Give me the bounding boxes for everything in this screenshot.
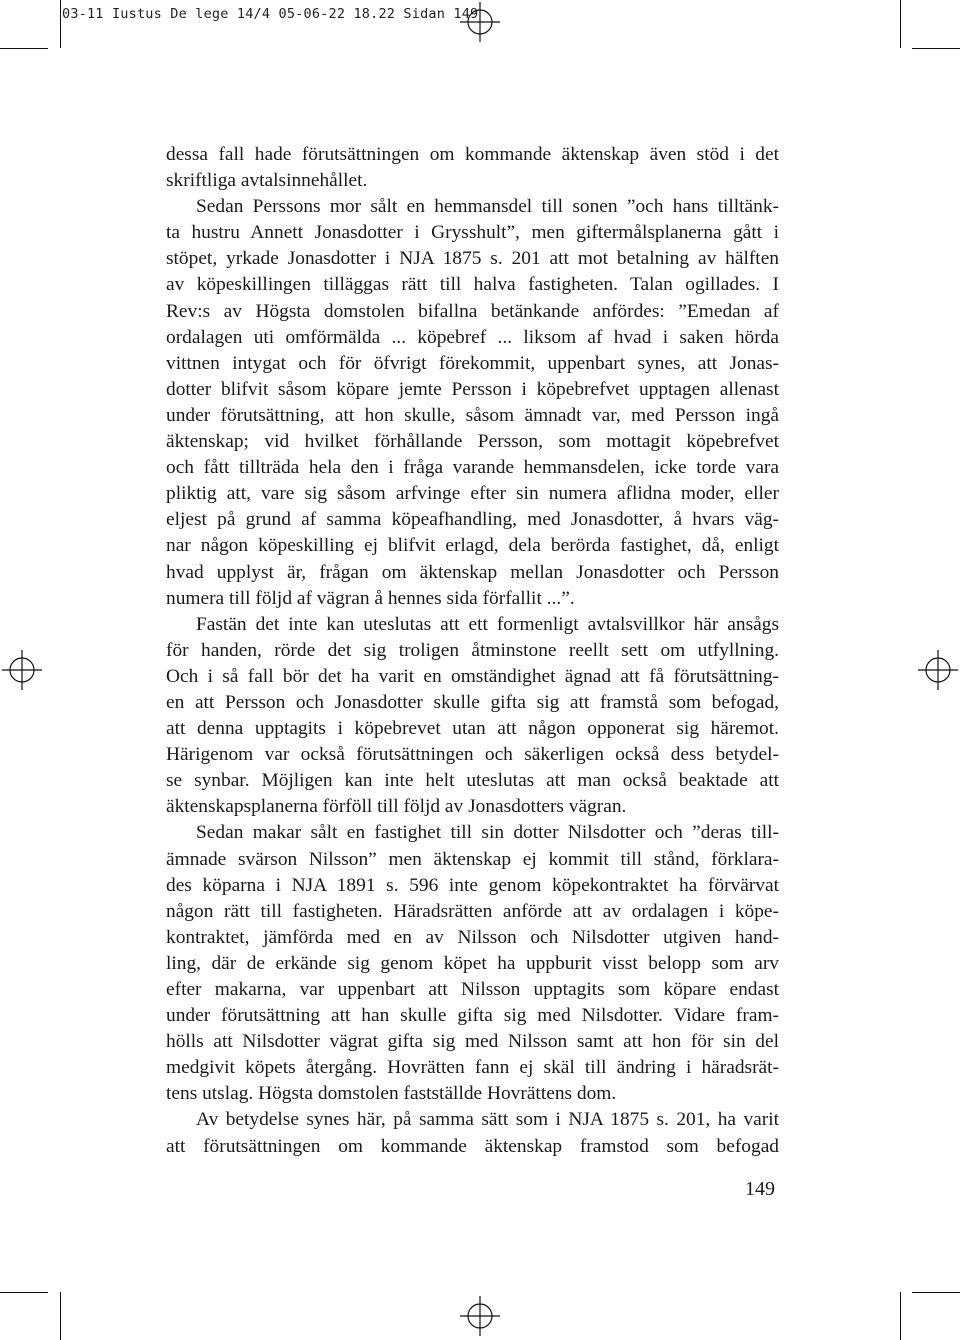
text-line: Rev:s av Högsta domstolen bifallna betänkande anfördes: ”Emedan af bbox=[166, 300, 779, 322]
text-line: Av betydelse synes här, på samma sätt som i NJA 1875 s. 201, ha varit bbox=[196, 1109, 779, 1131]
text-line: dotter blifvit såsom köpare jemte Persson i köpebrefvet upptagen allenast bbox=[166, 378, 779, 400]
registration-mark-left bbox=[2, 650, 42, 690]
paragraph bbox=[166, 612, 779, 821]
text-line: nar någon köpeskilling ej blifvit erlagd, dela berörda fastighet, då, enligt bbox=[166, 535, 779, 557]
text-line: under förutsättning, att hon skulle, såsom ämnadt var, med Persson ingå bbox=[166, 404, 779, 426]
print-slug: 03-11 Iustus De lege 14/4 05-06-22 18.22 Sidan 149 bbox=[62, 6, 479, 22]
text-line: hölls att Nilsdotter vägrat gifta sig med Nilsson samt att hon för sin del bbox=[166, 1031, 779, 1053]
registration-mark-bottom bbox=[460, 1296, 500, 1336]
text-line: Sedan makar sålt en fastighet till sin dotter Nilsdotter och ”deras till- bbox=[196, 822, 779, 844]
text-line: tens utslag. Högsta domstolen fastställde Hovrättens dom. bbox=[166, 1083, 617, 1105]
text-line: och fått tillträda hela den i fråga varande hemmansdelen, icke torde vara bbox=[166, 457, 779, 479]
text-line: efter makarna, var uppenbart att Nilsson upptagits som köpare endast bbox=[166, 979, 779, 1000]
paragraph bbox=[166, 820, 779, 1107]
text-line: äktenskapsplanerna förföll till följd av Jonasdotters vägran. bbox=[166, 796, 627, 818]
text-line: av köpeskillingen tilläggas rätt till halva fastigheten. Talan ogillades. I bbox=[166, 274, 779, 296]
paragraph bbox=[166, 1107, 779, 1159]
text-line: under förutsättning att han skulle gifta sig med Nilsdotter. Vidare fram- bbox=[166, 1005, 779, 1027]
page-number: 149 bbox=[745, 1178, 775, 1200]
text-line: dessa fall hade förutsättningen om kommande äktenskap även stöd i det bbox=[166, 144, 779, 165]
text-line: ordalagen uti omförmälda ... köpebref ... liksom af hvad i saken hörda bbox=[166, 326, 779, 348]
paragraph bbox=[166, 194, 779, 612]
text-line: medgivit köpets återgång. Hovrätten fann ej skäl till ändring i häradsrät- bbox=[166, 1057, 779, 1079]
text-line: att denna upptagits i köpebrevet utan att någon opponerat sig häremot. bbox=[166, 718, 779, 740]
text-line: kontraktet, jämförda med en av Nilsson och Nilsdotter utgiven hand- bbox=[166, 926, 779, 948]
text-line: vittnen intygat och för öfvrigt förekommit, uppenbart synes, att Jonas- bbox=[166, 352, 779, 374]
text-line: ling, där de erkände sig genom köpet ha uppburit visst belopp som arv bbox=[166, 952, 779, 974]
registration-mark-top bbox=[460, 2, 500, 42]
text-line: numera till följd af vägran å hennes sida förfallit ...”. bbox=[166, 587, 575, 609]
text-line: någon rätt till fastigheten. Häradsrätten anförde att av ordalagen i köpe- bbox=[166, 900, 779, 922]
text-line: pliktig att, vare sig såsom arfvinge efter sin numera aflidna moder, eller bbox=[166, 483, 779, 505]
text-line: stöpet, yrkade Jonasdotter i NJA 1875 s. 201 att mot betalning av hälften bbox=[166, 248, 779, 270]
text-line: skriftliga avtalsinnehållet. bbox=[166, 170, 368, 192]
text-line: för handen, rörde det sig troligen åtminstone reellt sett om utfyllning. bbox=[166, 639, 779, 661]
text-line: Fastän det inte kan uteslutas att ett formenligt avtalsvillkor här ansågs bbox=[196, 613, 779, 635]
text-line: se synbar. Möjligen kan inte helt uteslutas att man också beaktade att bbox=[166, 770, 779, 792]
registration-mark-right bbox=[918, 650, 958, 690]
text-line: ämnade svärson Nilsson” men äktenskap ej kommit till stånd, förklara- bbox=[166, 848, 779, 870]
text-line: ta hustru Annett Jonasdotter i Grysshult”, men giftermålsplanerna gått i bbox=[166, 222, 779, 244]
text-line: äktenskap; vid hvilket förhållande Persson, som mottagit köpebrefvet bbox=[166, 431, 779, 453]
text-line: Härigenom var också förutsättningen och säkerligen också dess betydel- bbox=[166, 744, 779, 766]
text-line: eljest på grund af samma köpeafhandling, med Jonasdotter, å hvars väg- bbox=[166, 509, 779, 531]
text-line: Och i så fall bör det ha varit en omständighet ägnad att få förutsättning- bbox=[166, 665, 779, 687]
text-line: hvad upplyst är, frågan om äktenskap mellan Jonasdotter och Persson bbox=[166, 561, 779, 583]
text-line: des köparna i NJA 1891 s. 596 inte genom köpekontraktet ha förvärvat bbox=[166, 874, 779, 896]
text-line: Sedan Perssons mor sålt en hemmansdel till sonen ”och hans tilltänk- bbox=[196, 196, 779, 218]
body-text bbox=[166, 142, 779, 1160]
paragraph bbox=[166, 142, 779, 194]
text-line: en att Persson och Jonasdotter skulle gifta sig att framstå som befogad, bbox=[166, 691, 779, 713]
text-line: att förutsättningen om kommande äktenskap framstod som befogad bbox=[166, 1135, 779, 1157]
